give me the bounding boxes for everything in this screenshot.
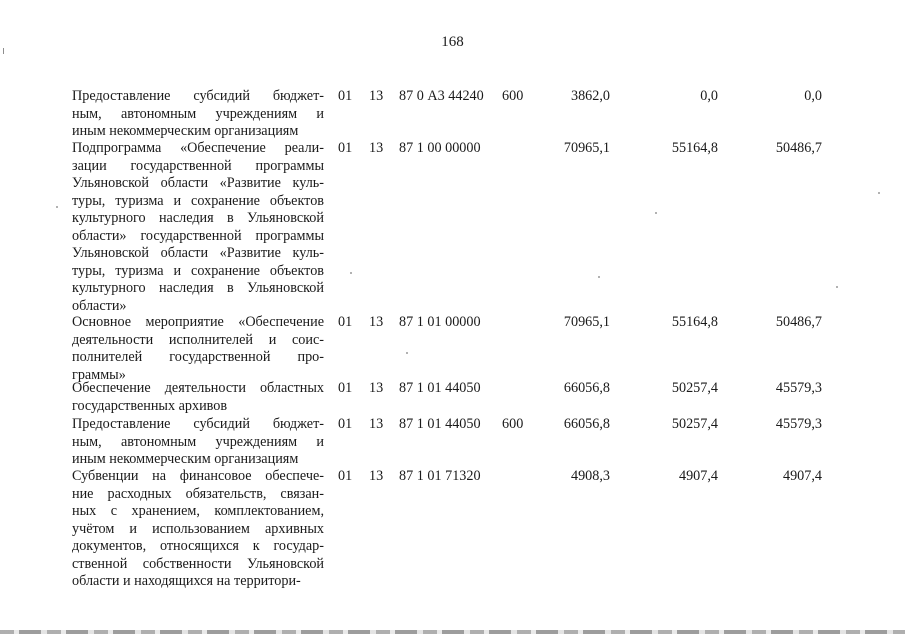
row-description: [72, 380, 324, 415]
amount-year-1: 4908,3: [570, 468, 610, 484]
expense-type-code: 600: [502, 416, 524, 432]
description-line: культурного наследия в Ульяновской: [72, 210, 324, 226]
amount-year-1: 3862,0: [570, 88, 610, 104]
description-line: учётом и использованием архивных: [72, 520, 324, 537]
section-code: 01: [338, 88, 353, 104]
description-line: ных с хранением, комплектованием,: [72, 503, 324, 519]
target-article-code: 87 1 00 00000: [399, 140, 481, 156]
amount-year-3: 4907,4: [782, 468, 822, 484]
row-description: [72, 88, 324, 141]
row-description: [72, 140, 324, 315]
scan-speck: [836, 286, 838, 288]
amount-year-1: 70965,1: [563, 314, 610, 330]
amount-year-2: 55164,8: [671, 140, 718, 156]
subsection-code: 13: [369, 314, 384, 330]
subsection-code: 13: [369, 416, 384, 432]
scan-speck: [56, 206, 58, 208]
target-article-code: 87 1 01 71320: [399, 468, 481, 484]
description-line: граммы»: [72, 366, 126, 383]
amount-year-2: 55164,8: [671, 314, 718, 330]
description-line: зации государственной программы: [72, 157, 324, 174]
description-line: Обеспечение деятельности областных: [72, 380, 324, 396]
amount-year-2: 50257,4: [671, 416, 718, 432]
description-line: иным некоммерческим организациям: [72, 451, 299, 467]
row-description: [72, 314, 324, 384]
scan-speck: [878, 192, 880, 194]
expense-type-code: 600: [502, 88, 524, 104]
description-line: области и находящихся на территори-: [72, 573, 301, 589]
amount-year-1: 70965,1: [563, 140, 610, 156]
row-description: [72, 416, 324, 469]
section-code: 01: [338, 314, 353, 330]
description-line: Основное мероприятие «Обеспечение: [72, 314, 324, 330]
target-article-code: 87 1 01 44050: [399, 416, 481, 432]
subsection-code: 13: [369, 380, 384, 396]
row-description: [72, 468, 324, 591]
amount-year-1: 66056,8: [563, 380, 610, 396]
subsection-code: 13: [369, 140, 384, 156]
description-line: иным некоммерческим организациям: [72, 123, 299, 139]
description-line: области» государственной программы: [72, 227, 324, 244]
section-code: 01: [338, 380, 353, 396]
description-line: туры, туризма и сохранение объектов: [72, 192, 324, 209]
description-line: документов, относящихся к государ-: [72, 538, 324, 554]
scan-bottom-edge: [0, 630, 905, 634]
subsection-code: 13: [369, 88, 384, 104]
section-code: 01: [338, 468, 353, 484]
amount-year-2: 4907,4: [678, 468, 718, 484]
description-line: культурного наследия в Ульяновской: [72, 280, 324, 296]
description-line: Подпрограмма «Обеспечение реали-: [72, 140, 324, 156]
description-line: ственной собственности Ульяновской: [72, 555, 324, 572]
section-code: 01: [338, 416, 353, 432]
amount-year-2: 50257,4: [671, 380, 718, 396]
description-line: Предоставление субсидий бюджет-: [72, 88, 324, 104]
amount-year-3: 50486,7: [775, 140, 822, 156]
description-line: ным, автономным учреждениям и: [72, 433, 324, 450]
description-line: Ульяновской области «Развитие куль-: [72, 175, 324, 191]
description-line: ным, автономным учреждениям и: [72, 105, 324, 122]
target-article-code: 87 1 01 00000: [399, 314, 481, 330]
amount-year-3: 0,0: [804, 88, 822, 104]
amount-year-1: 66056,8: [563, 416, 610, 432]
amount-year-3: 50486,7: [775, 314, 822, 330]
scan-speck: [655, 212, 657, 214]
scan-speck: [406, 352, 408, 354]
scan-speck: [350, 272, 352, 274]
subsection-code: 13: [369, 468, 384, 484]
description-line: деятельности исполнителей и соис-: [72, 331, 324, 348]
target-article-code: 87 0 А3 44240: [399, 88, 484, 104]
description-line: ние расходных обязательств, связан-: [72, 485, 324, 502]
amount-year-2: 0,0: [700, 88, 718, 104]
target-article-code: 87 1 01 44050: [399, 380, 481, 396]
scan-speck: [598, 276, 600, 278]
description-line: государственных архивов: [72, 397, 228, 414]
section-code: 01: [338, 140, 353, 156]
description-line: Ульяновской области «Развитие куль-: [72, 245, 324, 261]
description-line: туры, туризма и сохранение объектов: [72, 262, 324, 279]
amount-year-3: 45579,3: [775, 416, 822, 432]
description-line: полнителей государственной про-: [72, 349, 324, 365]
amount-year-3: 45579,3: [775, 380, 822, 396]
scan-binding-mark: [3, 48, 4, 54]
page-number: 168: [441, 34, 464, 50]
description-line: Предоставление субсидий бюджет-: [72, 416, 324, 432]
description-line: Субвенции на финансовое обеспече-: [72, 468, 324, 484]
description-line: области»: [72, 297, 127, 314]
